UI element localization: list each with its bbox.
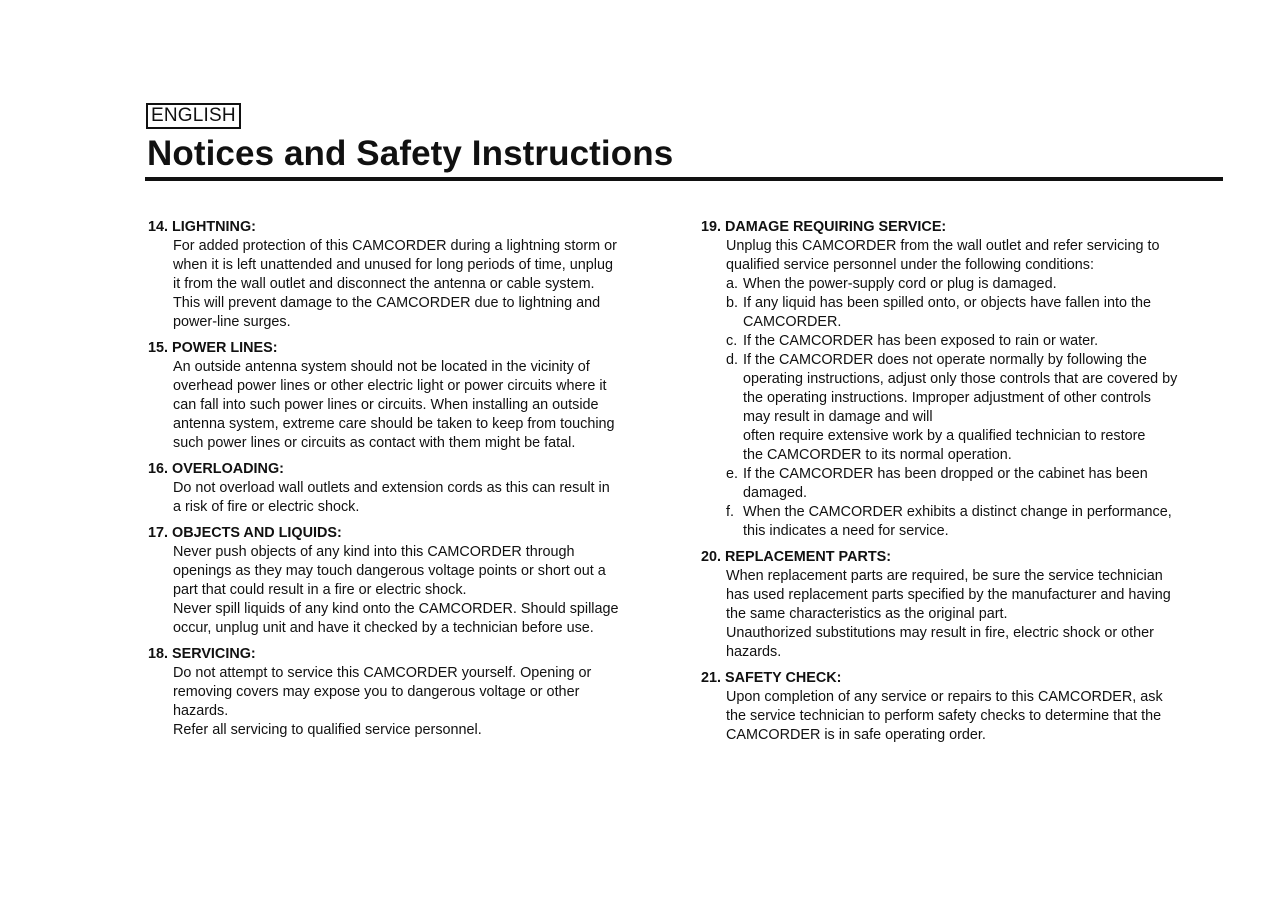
instruction-section [148,460,688,517]
list-item-line: the CAMCORDER to its normal operation. [743,447,1012,463]
instruction-section [701,218,1241,541]
body-line: Unplug this CAMCORDER from the wall outlet and refer servicing to [726,238,1160,254]
section-heading: 21. SAFETY CHECK: [701,670,842,686]
body-line: the service technician to perform safety checks to determine that the [726,708,1162,724]
list-item-line: CAMCORDER. [743,314,842,330]
body-line: For added protection of this CAMCORDER during a lightning storm or [173,238,617,254]
section-heading: 14. LIGHTNING: [148,219,256,235]
list-marker: e. [726,466,739,482]
list-item-line: the operating instructions. Improper adjustment of other controls [743,390,1151,406]
body-line: Do not attempt to service this CAMCORDER yourself. Opening or [173,665,592,681]
section-body [701,688,1241,745]
body-line: part that could result in a fire or electric shock. [173,582,467,598]
body-line: Unauthorized substitutions may result in fire, electric shock or other [726,625,1154,641]
body-line: This will prevent damage to the CAMCORDER due to lightning and [173,295,601,311]
list-item-line: When the power-supply cord or plug is damaged. [743,276,1057,292]
body-line: openings as they may touch dangerous voltage points or short out a [173,563,606,579]
body-line: Do not overload wall outlets and extension cords as this can result in [173,480,610,496]
body-line: can fall into such power lines or circuits. When installing an outside [173,397,599,413]
condition-list-item [726,351,1241,465]
section-body [148,664,688,740]
body-line: hazards. [173,703,229,719]
section-heading: 19. DAMAGE REQUIRING SERVICE: [701,219,947,235]
condition-list-item [726,465,1241,503]
list-item-line: often require extensive work by a qualified technician to restore [743,428,1146,444]
section-heading: 20. REPLACEMENT PARTS: [701,549,892,565]
body-line: When replacement parts are required, be sure the service technician [726,568,1163,584]
instruction-section [148,218,688,332]
instruction-section [148,339,688,453]
list-marker: d. [726,352,739,368]
list-item-line: damaged. [743,485,808,501]
right-column [701,218,1241,752]
condition-list-item [726,275,1241,294]
section-body [148,237,688,332]
left-column [148,218,688,747]
section-body [701,237,1241,541]
list-item-line: If any liquid has been spilled onto, or objects have fallen into the [743,295,1152,311]
section-body [148,543,688,638]
instruction-section [148,524,688,638]
body-line: power-line surges. [173,314,291,330]
list-marker: f. [726,504,734,520]
section-heading: 18. SERVICING: [148,646,256,662]
language-badge: ENGLISH [146,103,241,129]
condition-list-item [726,294,1241,332]
instruction-section [701,548,1241,662]
condition-list-item [726,503,1241,541]
list-marker: c. [726,333,738,349]
instruction-section [148,645,688,740]
section-heading: 17. OBJECTS AND LIQUIDS: [148,525,342,541]
list-item-line: If the CAMCORDER does not operate normally by following the [743,352,1147,368]
condition-list-item [726,332,1241,351]
list-item-line: If the CAMCORDER has been dropped or the cabinet has been [743,466,1148,482]
body-line: the same characteristics as the original part. [726,606,1008,622]
body-line: CAMCORDER is in safe operating order. [726,727,986,743]
body-line: occur, unplug unit and have it checked by a technician before use. [173,620,594,636]
body-line: a risk of fire or electric shock. [173,499,360,515]
instruction-section [701,669,1241,745]
body-line: hazards. [726,644,782,660]
page-title: Notices and Safety Instructions [147,134,674,173]
body-line: overhead power lines or other electric light or power circuits where it [173,378,607,394]
list-marker: b. [726,295,739,311]
body-line: Upon completion of any service or repairs to this CAMCORDER, ask [726,689,1163,705]
section-body [148,358,688,453]
body-line: Never spill liquids of any kind onto the CAMCORDER. Should spillage [173,601,619,617]
body-line: removing covers may expose you to dangerous voltage or other [173,684,580,700]
body-line: when it is left unattended and unused for long periods of time, unplug [173,257,614,273]
section-heading: 15. POWER LINES: [148,340,278,356]
body-line: has used replacement parts specified by the manufacturer and having [726,587,1171,603]
body-line: it from the wall outlet and disconnect the antenna or cable system. [173,276,595,292]
list-item-line: this indicates a need for service. [743,523,949,539]
body-line: Never push objects of any kind into this CAMCORDER through [173,544,575,560]
section-body [148,479,688,517]
section-heading: 16. OVERLOADING: [148,461,284,477]
list-item-line: may result in damage and will [743,409,933,425]
list-item-line: If the CAMCORDER has been exposed to rain or water. [743,333,1099,349]
body-line: such power lines or circuits as contact with them might be fatal. [173,435,576,451]
section-body [701,567,1241,662]
list-marker: a. [726,276,739,292]
body-line: An outside antenna system should not be located in the vicinity of [173,359,590,375]
title-divider [145,177,1223,181]
list-item-line: operating instructions, adjust only those controls that are covered by [743,371,1178,387]
body-line: qualified service personnel under the following conditions: [726,257,1094,273]
body-line: Refer all servicing to qualified service personnel. [173,722,482,738]
body-line: antenna system, extreme care should be taken to keep from touching [173,416,615,432]
list-item-line: When the CAMCORDER exhibits a distinct change in performance, [743,504,1172,520]
